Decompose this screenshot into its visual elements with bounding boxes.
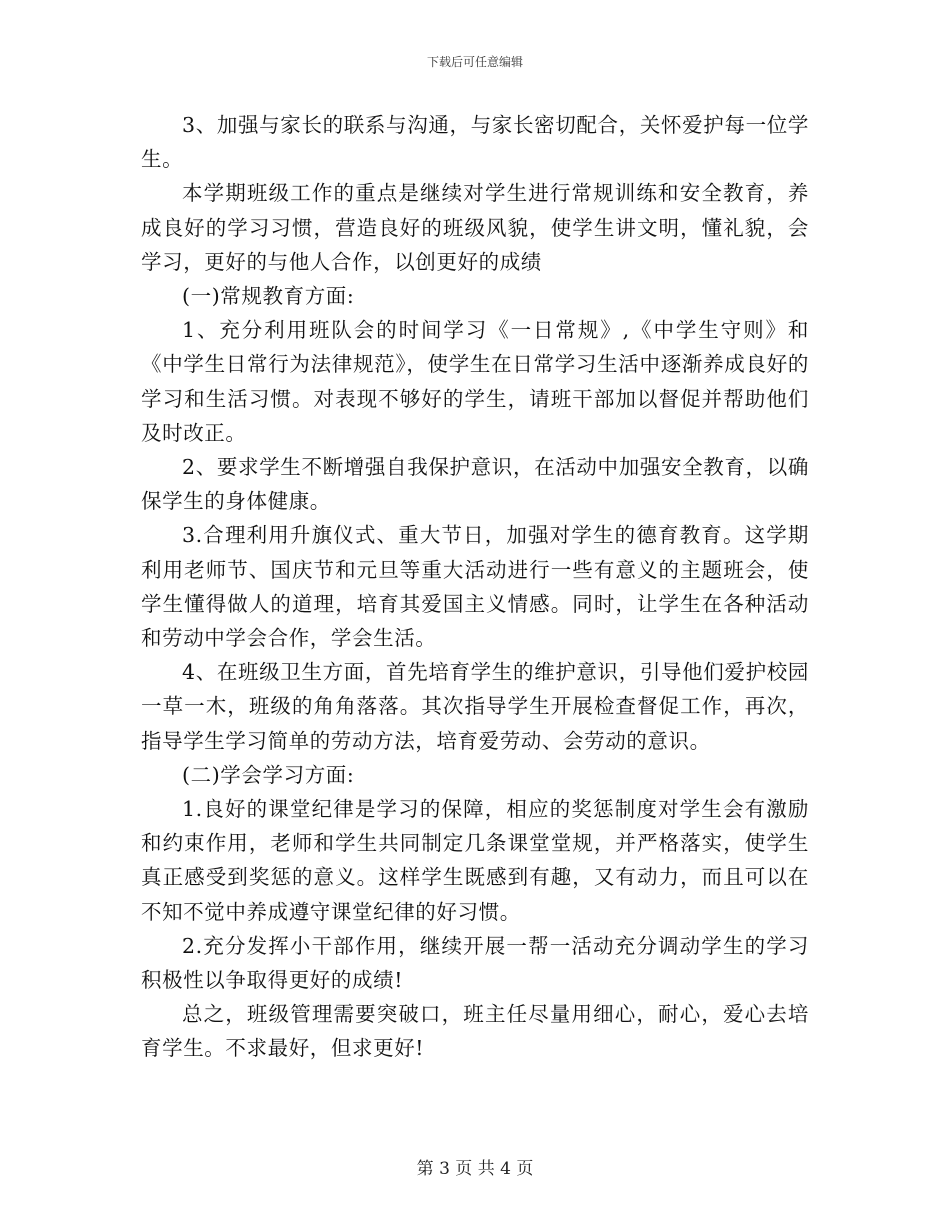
paragraph-contact-parents: 3、加强与家长的联系与沟通，与家长密切配合，关怀爱护每一位学生。: [141, 113, 809, 172]
section-heading-routine-education: (一)常规教育方面:: [182, 284, 355, 309]
page-header: 下载后可任意编辑: [426, 55, 523, 69]
paragraph-learning-item-1: 1.良好的课堂纪律是学习的保障，相应的奖惩制度对学生会有激励和约束作用，老师和学生共同制定几条课堂堂规，并严格落实，使学生真正感受到奖惩的意义。这样学生既感到有趣，又有动力，而且可以在不知不觉中养成遵守课堂纪律的好习惯。: [141, 797, 809, 924]
paragraph-routine-item-3: 3.合理利用升旗仪式、重大节日，加强对学生的德育教育。这学期利用老师节、国庆节和元旦等重大活动进行一些有意义的主题班会，使学生懂得做人的道理，培育其爱国主义情感。同时，让学生在各种活动和劳动中学会合作，学会生活。: [141, 523, 809, 651]
paragraph-conclusion: 总之，班级管理需要突破口，班主任尽量用细心，耐心，爱心去培育学生。不求最好，但求更好!: [141, 1002, 809, 1061]
paragraph-routine-item-2: 2、要求学生不断增强自我保护意识，在活动中加强安全教育，以确保学生的身体健康。: [141, 455, 809, 514]
section-heading-learning: (二)学会学习方面:: [182, 762, 355, 787]
paragraph-semester-focus: 本学期班级工作的重点是继续对学生进行常规训练和安全教育，养成良好的学习习惯，营造良好的班级风貌，使学生讲文明，懂礼貌，会学习，更好的与他人合作，以创更好的成绩: [141, 181, 809, 274]
paragraph-routine-item-4: 4、在班级卫生方面，首先培育学生的维护意识，引导他们爱护校园一草一木，班级的角角落落。其次指导学生开展检查督促工作，再次，指导学生学习简单的劳动方法，培育爱劳动、会劳动的意识。: [141, 660, 809, 753]
paragraph-learning-item-2: 2.充分发挥小干部作用，继续开展一帮一活动充分调动学生的学习积极性以争取得更好的成绩!: [141, 933, 809, 993]
paragraph-routine-item-1: 1、充分利用班队会的时间学习《一日常规》,《中学生守则》和《中学生日常行为法律规范》，使学生在日常学习生活中逐渐养成良好的学习和生活习惯。对表现不够好的学生，请班干部加以督促并帮助他们及时改正。: [141, 318, 809, 445]
body-text: [141, 108, 809, 1066]
page-footer: 第 3 页 共 4 页: [416, 1159, 534, 1179]
